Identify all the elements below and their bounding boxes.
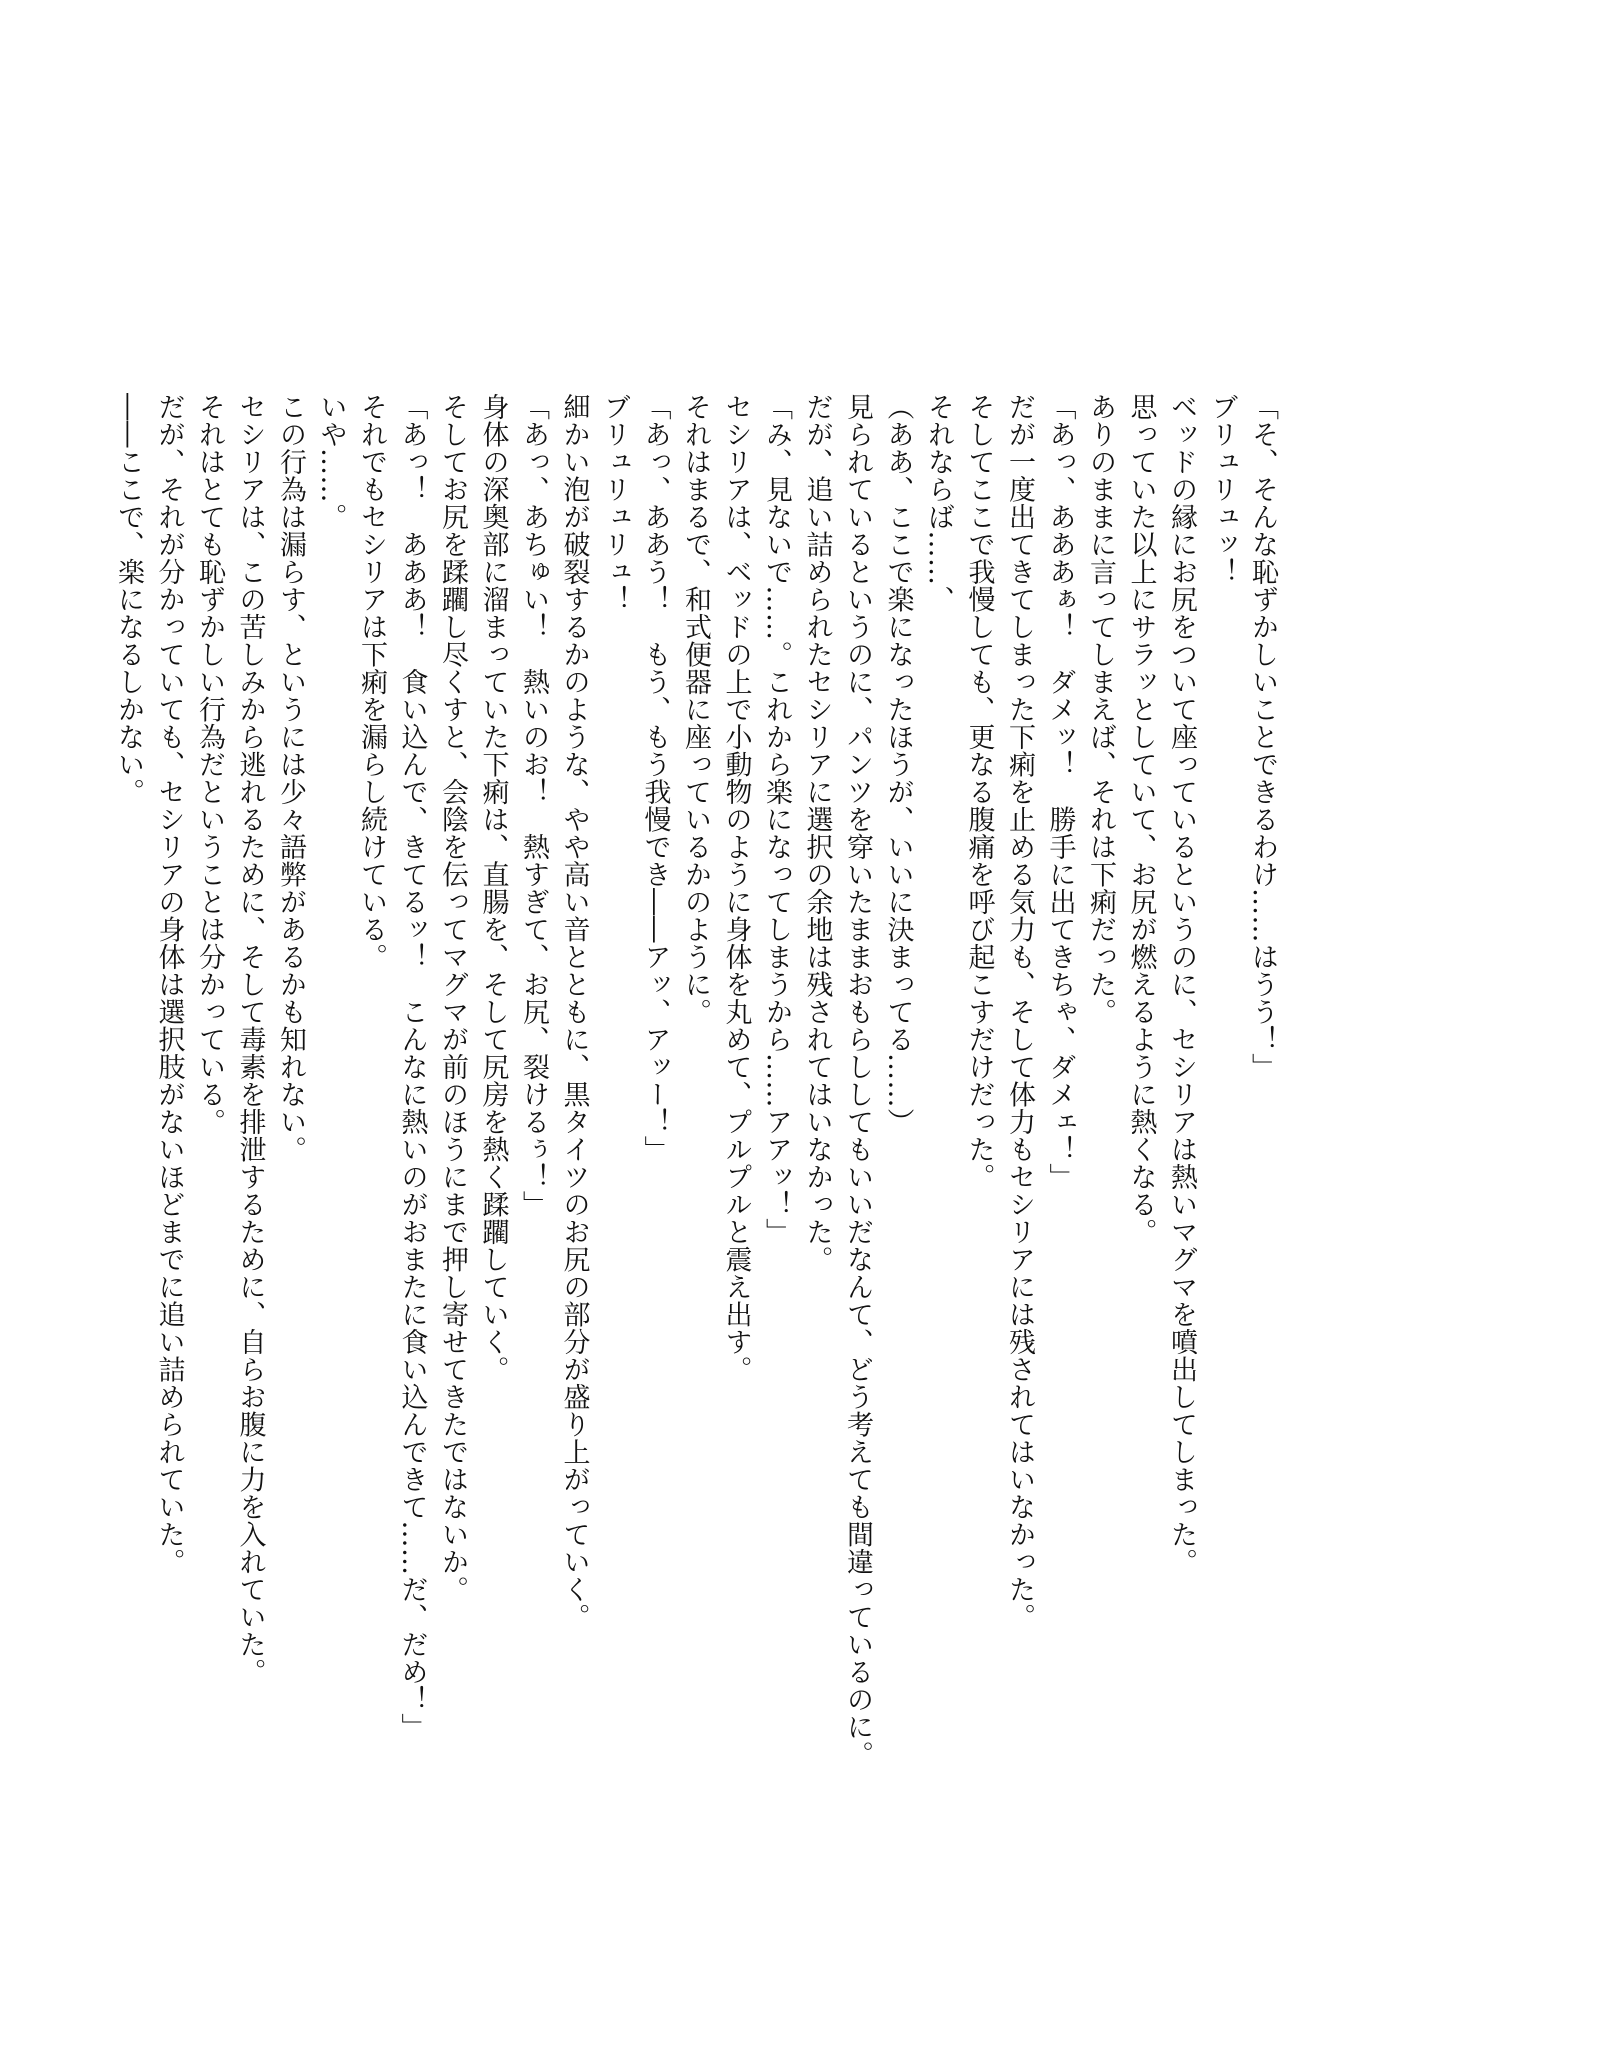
text-line: それはまるで、和式便器に座っているかのように。 — [680, 393, 711, 1026]
text-line: だが、追い詰められたセシリアに選択の余地は残されてはいなかった。 — [801, 393, 833, 1273]
text-line: （ああ、ここで楽になったほうが、いいに決まってる……） — [882, 393, 914, 1136]
vertical-text-body — [108, 393, 1283, 1768]
text-line: セシリアは、この苦しみから逃れるために、そして毒素を排泄するために、自らお腹に力を入れていた。 — [234, 393, 266, 1686]
text-line: 「み、見ないで……。これから楽になってしまうから……アアッ！」 — [761, 393, 792, 1246]
text-line: それはとても恥ずかしい行為だということは分かっている。 — [194, 393, 225, 1136]
text-line: この行為は漏らす、というには少々語弊があるかも知れない。 — [275, 393, 306, 1163]
text-line: ありのままに言ってしまえば、それは下痢だった。 — [1085, 393, 1116, 1026]
text-line: ――ここで、楽になるしかない。 — [113, 393, 144, 806]
text-line: それでもセシリアは下痢を漏らし続けている。 — [356, 393, 387, 971]
text-line: 「あっ、あちゅい！ 熱いのお！ 熱すぎて、お尻、裂けるぅ！」 — [518, 393, 549, 1218]
text-line: ブリュリュリュ！ — [599, 393, 630, 613]
text-line: だが一度出てきてしまった下痢を止める気力も、そして体力もセシリアには残されてはいなかった。 — [1004, 393, 1035, 1631]
text-line: ベッドの縁にお尻をついて座っているというのに、セシリアは熱いマグマを噴出してしまった。 — [1166, 393, 1197, 1576]
text-line: セシリアは、ベッドの上で小動物のように身体を丸めて、プルプルと震え出す。 — [720, 393, 752, 1383]
text-line: 「あっ、あああぁ！ ダメッ！ 勝手に出てきちゃ、ダメェ！」 — [1044, 393, 1076, 1191]
text-line: 思っていた以上にサラッとしていて、お尻が燃えるように熱くなる。 — [1125, 393, 1157, 1246]
text-line: 「そ、そんな恥ずかしいことできるわけ……はうう！」 — [1247, 393, 1278, 1081]
text-line: いや……。 — [315, 393, 347, 531]
text-line: 「あっ！ あああ！ 食い込んで、きてるッ！ こんなに熱いのがおまたに食い込んできて……だ、だめ！」 — [396, 393, 428, 1741]
text-line: 身体の深奥部に溜まっていた下痢は、直腸を、そして尻房を熱く蹂躙していく。 — [477, 393, 509, 1383]
text-line: そしてお尻を蹂躙し尽くすと、会陰を伝ってマグマが前のほうにまで押し寄せてきたではないか。 — [437, 393, 468, 1603]
text-line: それならば……、 — [923, 393, 954, 613]
text-line: ブリュリュッ！ — [1206, 393, 1238, 586]
text-line: 見られているというのに、パンツを穿いたままおもらししてもいいだなんて、どう考えても間違っているのに。 — [842, 393, 873, 1768]
text-line: 「あっ、ああう！ もう、もう我慢でき――アッ、アッー！」 — [639, 393, 671, 1163]
text-line: 細かい泡が破裂するかのような、やや高い音とともに、黒タイツのお尻の部分が盛り上がっていく。 — [558, 393, 590, 1631]
text-line: そしてここで我慢しても、更なる腹痛を呼び起こすだけだった。 — [963, 393, 995, 1191]
text-line: だが、それが分かっていても、セシリアの身体は選択肢がないほどまでに追い詰められていた。 — [153, 393, 185, 1576]
